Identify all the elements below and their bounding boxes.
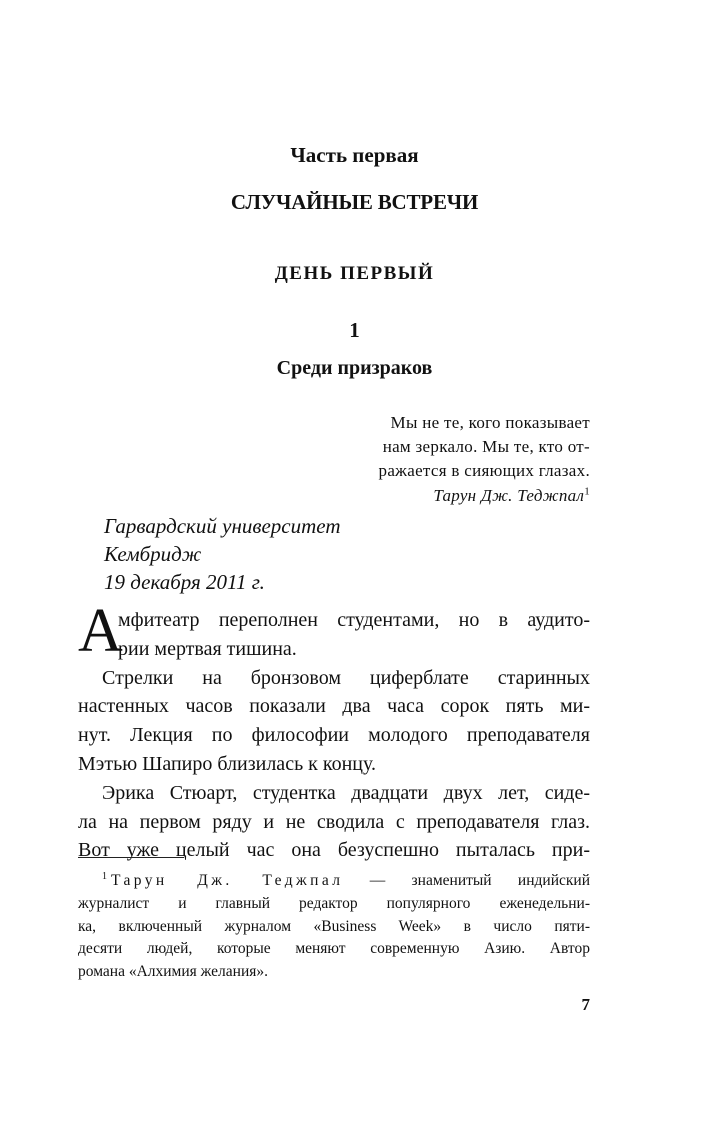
footnote-line: десяти людей, которые меняют современную Азию. Автор	[78, 940, 590, 958]
footnote-line: ка, включенный журналом «Business Week» в число пяти-	[78, 917, 590, 935]
epigraph-footnote-mark: 1	[584, 485, 590, 498]
text-line: Вот уже целый час она безуспешно пыталась при-	[78, 839, 590, 862]
paragraph-1	[78, 597, 590, 665]
footnote-line: журналист и главный редактор популярного еженедельни-	[78, 894, 590, 912]
chapter-number: 1	[349, 318, 360, 342]
epigraph-author: Тарун Дж. Теджпал	[433, 486, 585, 505]
footnote-mark: 1	[102, 870, 107, 882]
footnote-text: — знаменитый индийский	[343, 872, 590, 889]
chapter-title: Среди призраков	[276, 357, 433, 379]
footnote-line: романа «Алхимия желания».	[78, 963, 269, 981]
footnote-name: Тарун Дж. Теджпал	[111, 872, 344, 889]
text-line: Эрика Стюарт, студентка двадцати двух лет, сиде-	[102, 781, 590, 804]
footnote-line	[78, 870, 590, 893]
epigraph	[290, 411, 590, 508]
text-line: Стрелки на бронзовом циферблате старинных	[102, 666, 590, 689]
location-date: 19 декабря 2011 г.	[104, 570, 265, 594]
epigraph-line: ражается в сияющих глазах.	[378, 461, 590, 480]
text-line: ла на первом ряду и не сводила с преподавателя глаз.	[78, 810, 590, 833]
epigraph-line: нам зеркало. Мы те, кто от-	[382, 437, 590, 456]
paragraph-2	[78, 664, 590, 779]
text-line: мфитеатр переполнен студентами, но в аудито-	[118, 609, 590, 631]
text-line: нут. Лекция по философии молодого преподавателя	[78, 724, 590, 747]
location-block	[104, 512, 341, 596]
location-city: Кембридж	[104, 542, 202, 566]
day-title: ДЕНЬ ПЕРВЫЙ	[274, 263, 435, 284]
footnote	[78, 870, 590, 984]
epigraph-author-line	[290, 484, 590, 508]
drop-cap: А	[78, 597, 123, 665]
text-line: Мэтью Шапиро близилась к концу.	[78, 752, 377, 775]
paragraph-3	[78, 779, 590, 865]
body-text	[78, 597, 590, 865]
epigraph-line: Мы не те, кого показывает	[390, 413, 590, 432]
part-label: Часть первая	[290, 143, 419, 167]
text-line: настенных часов показали два часа сорок пять ми-	[78, 695, 590, 718]
footnote-divider	[78, 857, 184, 858]
text-line: рии мертвая тишина.	[118, 637, 297, 660]
part-title: СЛУЧАЙНЫЕ ВСТРЕЧИ	[230, 190, 479, 214]
page-number: 7	[581, 995, 590, 1014]
location-place: Гарвардский университет	[104, 514, 341, 538]
